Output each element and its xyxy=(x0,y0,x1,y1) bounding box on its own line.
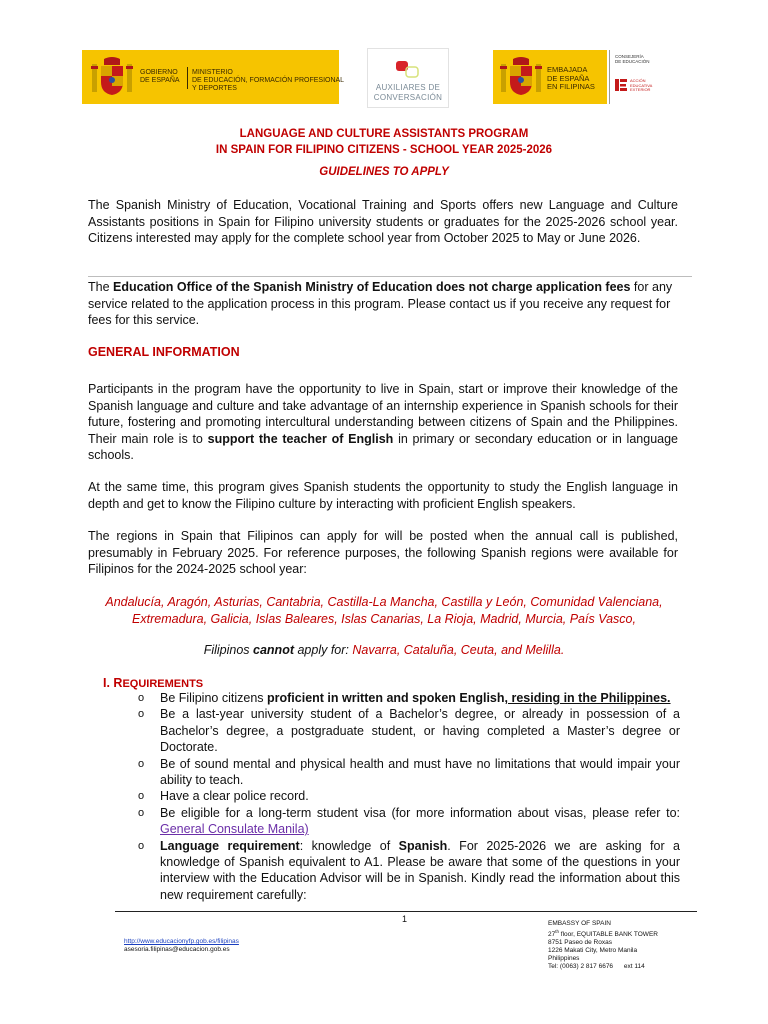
logo-divider xyxy=(187,67,188,89)
page-number: 1 xyxy=(402,914,408,924)
address-floor-sup: th xyxy=(555,929,559,934)
req3-text: Be of sound mental and physical health and must have no limitations that would impair your ability to teach. xyxy=(160,756,680,788)
address-line: 1226 Makati City, Metro Manila xyxy=(548,947,638,955)
consejeria-logo xyxy=(609,50,659,104)
footer-contact xyxy=(124,938,239,954)
req6-bold2: Spanish xyxy=(398,838,448,853)
bullet-icon: o xyxy=(138,708,145,721)
list-item xyxy=(138,788,680,804)
req1-text: Be Filipino citizens xyxy=(160,691,267,705)
address-line: 8751 Paseo de Roxas xyxy=(548,939,612,947)
auxiliares-logo xyxy=(367,48,449,108)
req1-bold-underline: , residing in the Philippines. xyxy=(504,691,671,705)
req6-bold: Language requirement xyxy=(160,838,300,853)
spain-coat-of-arms-icon xyxy=(90,56,134,98)
bullet-icon: o xyxy=(138,757,145,770)
speech-bubbles-icon xyxy=(394,59,422,79)
bullet-icon: o xyxy=(138,692,145,704)
cannot-apply-line xyxy=(0,643,768,657)
general-paragraph-1 xyxy=(88,381,678,464)
list-item xyxy=(138,838,680,904)
cannot-middle: apply for: xyxy=(294,643,353,657)
intro-paragraph: The Spanish Ministry of Education, Vocational Training and Sports offers new Language and Culture Assistants positions in Spain for Filipino university students or graduates for the 2025-2026 school year. Citizens interested may apply for the complete school year from October 2025 to May or June 2026. xyxy=(88,198,678,246)
accion-educativa-text: ACCIÓN EDUCATIVA EXTERIOR xyxy=(630,78,653,92)
gobierno-text: GOBIERNO DE ESPAÑA xyxy=(140,69,180,84)
cannot-places: Navarra, Cataluña, Ceuta, and Melilla. xyxy=(352,643,565,657)
fees-paragraph xyxy=(88,279,678,329)
gobierno-ministerio-logo xyxy=(82,50,345,104)
req6-text1: : knowledge of xyxy=(299,838,399,853)
fees-bold: Education Office of the Spanish Ministry of Education does not charge application fees xyxy=(113,280,631,294)
cannot-prefix: Filipinos xyxy=(203,643,254,657)
req1-bold: proficient in written and spoken English xyxy=(267,691,505,705)
consejeria-divider xyxy=(609,50,610,104)
footer-email: asesoria.filipinas@educacion.gob.es xyxy=(124,946,230,953)
footer-address xyxy=(548,920,658,971)
req5-text: Be eligible for a long-term student visa (for more information about visas, please refer to: xyxy=(160,805,680,820)
general-paragraph-2: At the same time, this program gives Spanish students the opportunity to study the English language in depth and get to know the Filipino culture by interacting with proficient English speakers. xyxy=(88,480,678,511)
address-line: EMBASSY OF SPAIN xyxy=(548,920,611,927)
general-paragraph-3: The regions in Spain that Filipinos can apply for will be posted when the annual call is published, presumably in February 2025. For reference purposes, the following Spanish regions were available for Filipinos for the 2024-2025 school year: xyxy=(88,529,678,577)
auxiliares-line2: CONVERSACIÓN xyxy=(373,93,443,102)
address-floor-rest: floor, EQUITABLE BANK TOWER xyxy=(559,931,658,939)
document-subtitle: GUIDELINES TO APPLY xyxy=(319,166,449,178)
fees-rest: for any service related to the application process in this program. Please contact us if you receive any request for fees for this service. xyxy=(88,280,673,328)
accion-educativa-icon xyxy=(614,78,628,92)
address-line: Philippines xyxy=(548,955,580,963)
list-item xyxy=(138,805,680,838)
requirements-list xyxy=(138,690,680,903)
list-item xyxy=(138,706,680,755)
req4-text: Have a clear police record. xyxy=(160,789,309,804)
document-title-line1: LANGUAGE AND CULTURE ASSISTANTS PROGRAM xyxy=(239,128,529,140)
auxiliares-line1: AUXILIARES DE xyxy=(375,83,441,92)
footer-website-link[interactable]: http://www.educacionyfp.gob.es/filipinas xyxy=(124,938,239,945)
req6-text2: . For 2025-2026 we are asking for a knowledge of Spanish equivalent to A1. Please be aware that some of the questions in your interview with the Education Advisor will be in Spanish. Kindly read the information about this new requirement carefully: xyxy=(160,838,680,902)
requirements-heading-rest: EQUIREMENTS xyxy=(122,678,204,690)
embajada-text: EMBAJADA DE ESPAÑA EN FILIPINAS xyxy=(547,65,595,91)
general-p1-rest: in primary or secondary education or in language schools. xyxy=(88,431,678,463)
fees-prefix: The xyxy=(88,280,114,294)
list-item xyxy=(138,690,680,706)
intro-divider xyxy=(88,276,692,277)
consejeria-text: CONSEJERÍA DE EDUCACIÓN xyxy=(615,54,650,64)
general-consulate-link[interactable]: General Consulate Manila) xyxy=(160,822,309,837)
address-line: Tel: (0063) 2 817 6676 ext 114 xyxy=(548,963,645,971)
general-information-heading: GENERAL INFORMATION xyxy=(88,345,240,359)
embajada-logo xyxy=(493,50,607,104)
bullet-icon: o xyxy=(138,790,145,803)
address-line xyxy=(548,928,658,939)
document-title-line2: IN SPAIN FOR FILIPINO CITIZENS - SCHOOL YEAR 2025-2026 xyxy=(215,144,553,156)
bullet-icon: o xyxy=(138,839,145,852)
general-p1-bold: support the teacher of English xyxy=(207,431,394,446)
regions-list: Andalucía, Aragón, Asturias, Cantabria, Castilla-La Mancha, Castilla y León, Comunidad Valenciana, Extremadura, Galicia, Islas Baleares, Islas Canarias, La Rioja, Madrid, Murcia, País Vasco, xyxy=(105,595,663,626)
requirements-heading xyxy=(103,676,203,690)
ministerio-text: MINISTERIO DE EDUCACIÓN, FORMACIÓN PROFESIONAL Y DEPORTES xyxy=(192,69,345,92)
general-p1-text: Participants in the program have the opportunity to live in Spain, start or improve their knowledge of the Spanish language and culture and take advantage of an internship experience in Spanish schools for their future, fostering and promoting intercultural understanding between citizens of Spain and the Philippines. Their main role is to xyxy=(88,382,678,446)
req2-text: Be a last-year university student of a Bachelor’s degree, or already in possession of a Bachelor’s degree, a postgraduate student, or having completed a Master’s degree or Doctorate. xyxy=(160,707,680,755)
address-floor-num: 27 xyxy=(548,931,556,939)
spain-coat-of-arms-icon xyxy=(499,56,543,98)
requirements-heading-num: I. R xyxy=(103,676,123,690)
footer-divider xyxy=(115,911,697,912)
cannot-bold: cannot xyxy=(253,643,294,657)
list-item xyxy=(138,756,680,789)
bullet-icon: o xyxy=(138,806,145,819)
